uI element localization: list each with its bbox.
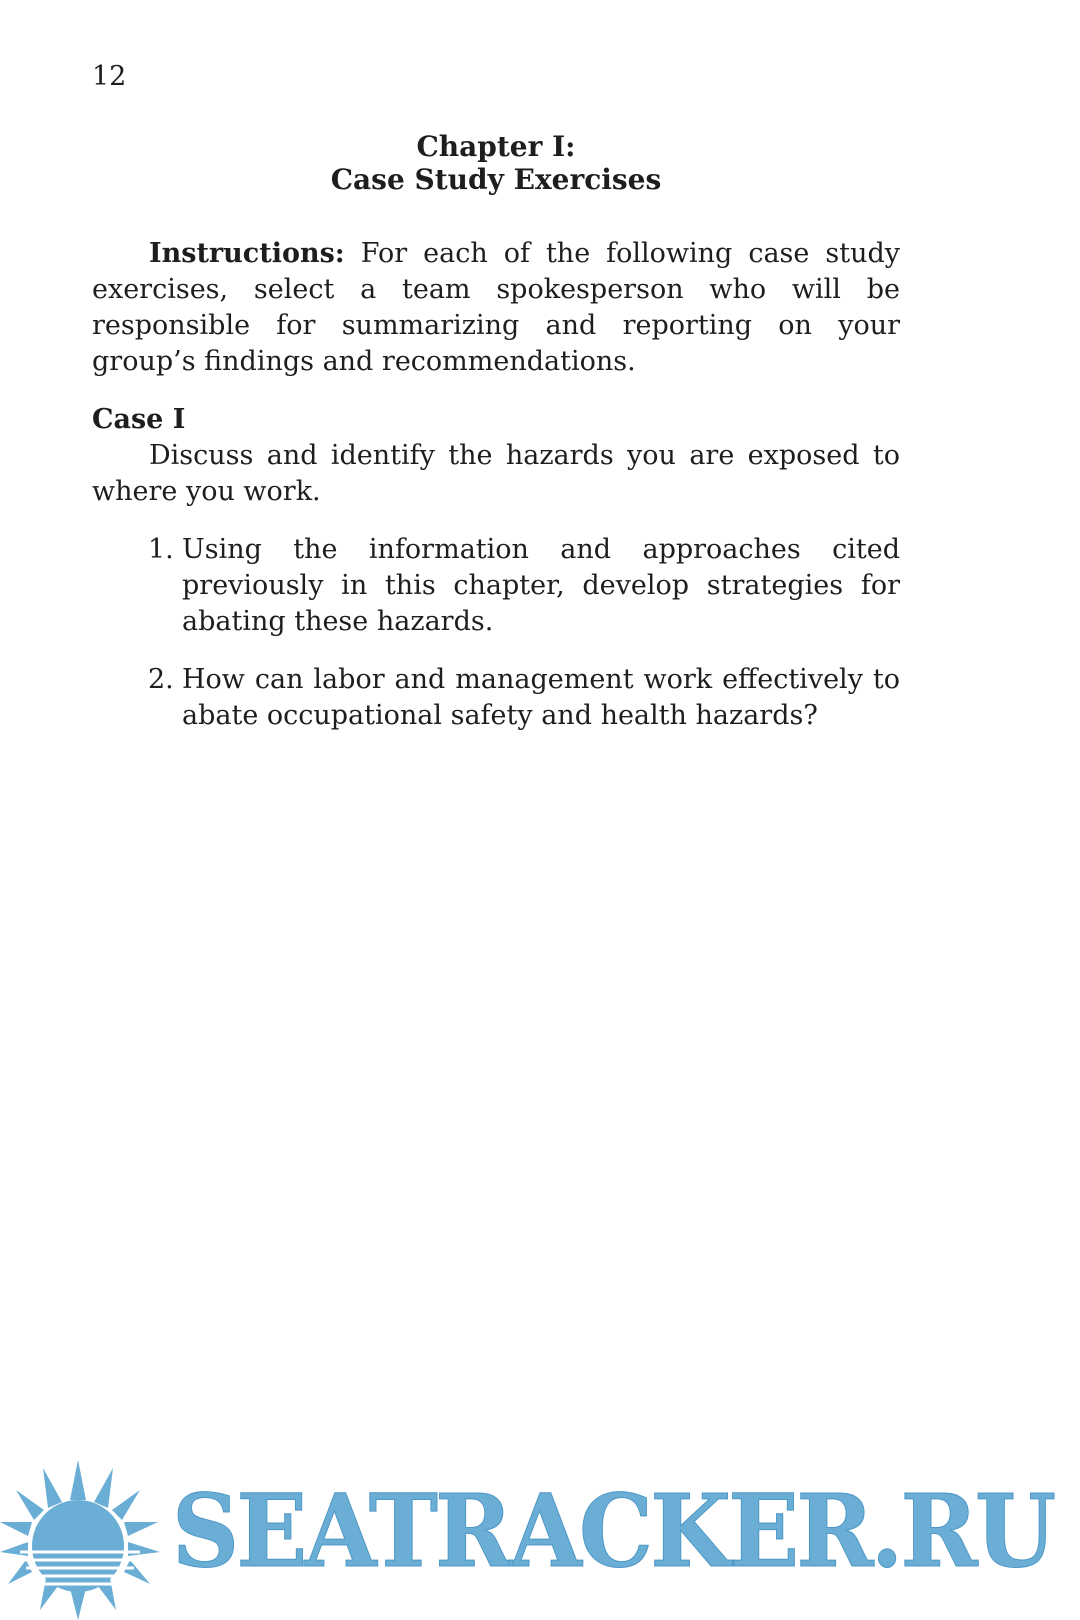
list-item-text: Using the information and approaches cited previously in this chapter, develop strategies for abating these hazards. <box>182 534 900 637</box>
sun-icon <box>0 1460 160 1620</box>
list-item <box>148 532 900 640</box>
chapter-subtitle: Case Study Exercises <box>330 163 662 196</box>
list-item-number: 1. <box>148 534 174 565</box>
list-item <box>148 662 900 734</box>
watermark-text: SEATRACKER.RU <box>172 1472 1054 1590</box>
case-title: Case I <box>92 404 186 435</box>
list-item-text: How can labor and management work effectively to abate occupational safety and health hazards? <box>182 664 900 731</box>
chapter-title: Chapter I: <box>416 130 576 163</box>
instructions-label: Instructions: <box>149 238 345 269</box>
list-item-number: 2. <box>148 664 174 695</box>
page-number: 12 <box>92 61 127 92</box>
instructions-paragraph <box>92 236 900 380</box>
chapter-heading <box>92 130 900 196</box>
watermark <box>0 1460 1080 1620</box>
question-list <box>148 532 900 756</box>
instructions-text: For each of the following case study exercises, select a team spokesperson who will be responsible for summarizing and reporting on your group’s findings and recommendations. <box>92 238 900 377</box>
case-intro: Discuss and identify the hazards you are exposed to where you work. <box>92 440 900 507</box>
